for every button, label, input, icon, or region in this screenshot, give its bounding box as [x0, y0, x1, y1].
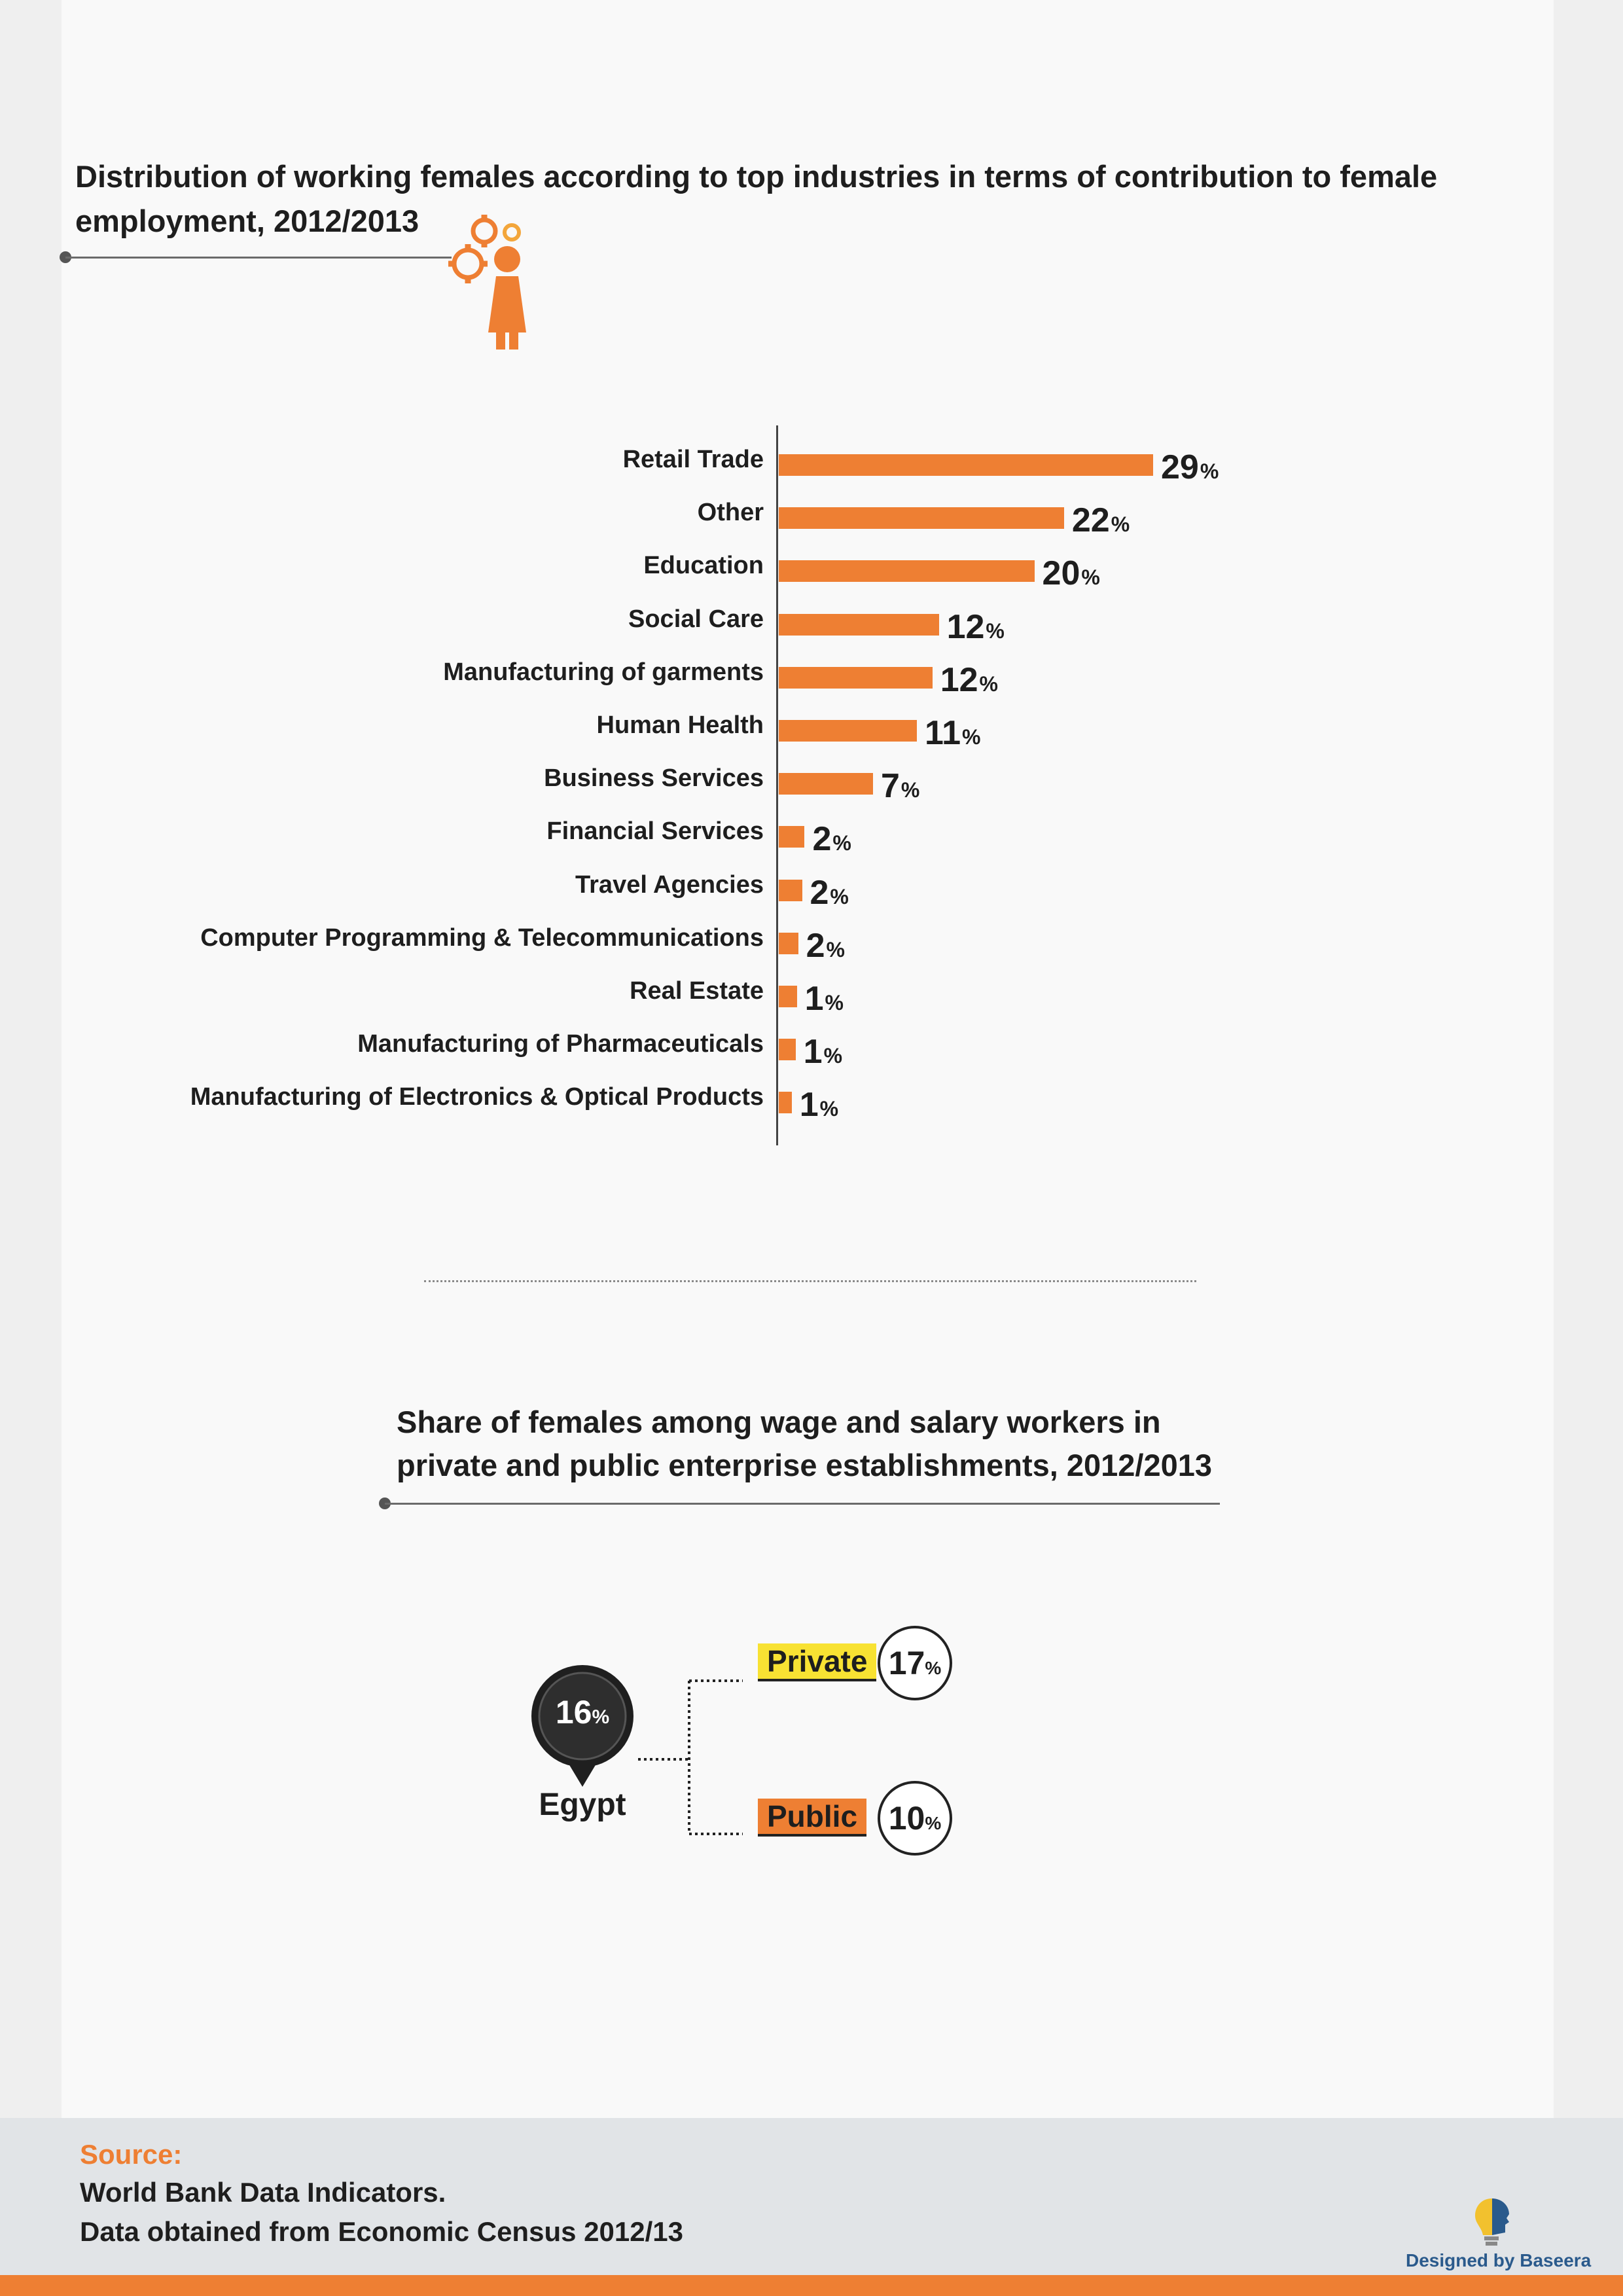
source-line-2: Data obtained from Economic Census 2012/13 — [80, 2216, 683, 2247]
bar — [779, 667, 933, 689]
bar-value-number: 12 — [946, 607, 985, 646]
bar — [779, 507, 1064, 529]
bar-label: Education — [643, 552, 764, 580]
bar — [779, 933, 798, 954]
bar-value-number: 1 — [804, 980, 824, 1018]
title2-rule-line — [385, 1503, 1220, 1505]
bar-value-percent: % — [1200, 459, 1219, 483]
bar-value-percent: % — [819, 1097, 839, 1121]
bar-value-percent: % — [901, 778, 920, 802]
source-label: Source: — [80, 2139, 183, 2170]
designer-credit: Designed by Baseera — [1406, 2250, 1592, 2270]
bar-value-label — [1161, 449, 1219, 490]
bar-label: Manufacturing of garments — [443, 658, 764, 686]
bar-value-percent: % — [979, 672, 998, 696]
bar-value-percent: % — [1111, 512, 1130, 537]
private-sector-label: Private — [758, 1643, 876, 1681]
footer-accent-bar — [0, 2275, 1623, 2296]
bar-value-label — [804, 1033, 842, 1074]
bulb-head-icon — [1472, 2196, 1512, 2247]
bar-label: Other — [697, 499, 764, 527]
bar-value-number: 2 — [810, 873, 829, 912]
bar-value-percent: % — [832, 831, 851, 855]
bar-value-label — [881, 768, 919, 808]
title-rule-line — [65, 257, 452, 259]
bar-value-number: 22 — [1071, 501, 1110, 540]
bar-label: Retail Trade — [622, 446, 764, 473]
bar-value-percent: % — [825, 991, 844, 1014]
section-divider — [424, 1280, 1196, 1282]
bar — [779, 454, 1153, 476]
public-share-circle: 10% — [878, 1781, 952, 1856]
bar — [779, 1039, 796, 1060]
bar-value-label — [800, 1086, 838, 1127]
bar-label: Manufacturing of Electronics & Optical Products — [190, 1083, 764, 1111]
bar-value-percent: % — [826, 937, 845, 961]
bar — [779, 560, 1035, 582]
bar — [779, 720, 917, 742]
bar-value-number: 29 — [1161, 448, 1199, 486]
bar-label: Travel Agencies — [575, 870, 764, 899]
bar-label: Real Estate — [630, 977, 764, 1005]
bar-label: Computer Programming & Telecommunications — [200, 924, 764, 952]
bar-value-number: 2 — [812, 820, 832, 859]
bar-value-label — [810, 874, 849, 915]
bar-value-number: 2 — [806, 926, 825, 965]
chart-title-sector-share: Share of females among wage and salary workers in private and public enterprise establishments, 2012/2013 — [397, 1405, 1213, 1482]
bar-value-label — [947, 609, 1005, 649]
chart-axis — [776, 425, 778, 1145]
bar-label: Human Health — [596, 711, 764, 739]
bar-label: Social Care — [628, 605, 764, 633]
tree-connector — [638, 1676, 756, 1846]
bar-value-label — [925, 715, 980, 755]
bar — [779, 986, 797, 1007]
bar — [779, 880, 802, 901]
bar-value-percent: % — [830, 884, 849, 908]
bar-value-percent: % — [962, 725, 981, 749]
chart-title-industries: Distribution of working females according to top industries in terms of contribution to female employment, 2012/2013 — [75, 159, 1438, 238]
bar-label: Manufacturing of Pharmaceuticals — [357, 1030, 764, 1058]
bar-value-label — [812, 821, 851, 861]
bar-value-percent: % — [986, 619, 1005, 643]
egypt-share-value: 16% — [555, 1694, 610, 1731]
bar-value-number: 12 — [940, 660, 978, 699]
bar-value-label — [806, 927, 845, 968]
bar-label: Business Services — [544, 764, 764, 793]
bar-label: Financial Services — [546, 817, 764, 846]
bar-value-label — [940, 662, 998, 702]
country-label: Egypt — [539, 1787, 626, 1822]
bar-value-number: 1 — [803, 1033, 823, 1071]
bar-value-number: 7 — [880, 767, 900, 806]
bar — [779, 773, 873, 795]
source-line-1: World Bank Data Indicators. — [80, 2177, 446, 2208]
bar-value-label — [1043, 555, 1100, 596]
bar-value-label — [805, 980, 844, 1021]
bar-value-percent: % — [823, 1044, 843, 1068]
public-sector-label: Public — [758, 1799, 866, 1837]
bar-value-number: 1 — [799, 1086, 819, 1124]
bar-value-number: 20 — [1042, 554, 1080, 593]
bar-value-number: 11 — [925, 714, 961, 752]
bar — [779, 614, 939, 636]
bar-value-label — [1072, 502, 1130, 543]
bar — [779, 1092, 792, 1113]
woman-with-gears-icon — [438, 208, 537, 352]
bar — [779, 826, 804, 848]
bar-value-percent: % — [1081, 565, 1100, 590]
private-share-circle: 17% — [878, 1626, 952, 1700]
